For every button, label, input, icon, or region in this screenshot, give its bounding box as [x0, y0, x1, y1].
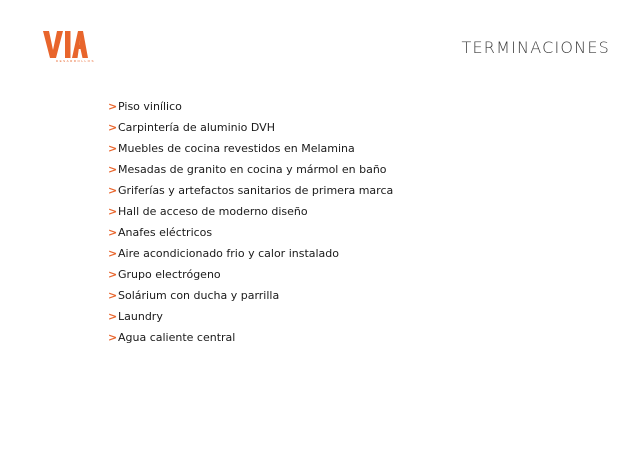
chevron-right-icon: > [108, 121, 118, 134]
feature-label: Laundry [118, 310, 163, 323]
chevron-right-icon: > [108, 331, 118, 344]
feature-item [108, 138, 393, 159]
chevron-right-icon: > [108, 205, 118, 218]
page-title: TERMINACIONES [461, 38, 610, 57]
chevron-right-icon: > [108, 226, 118, 239]
chevron-right-icon: > [108, 184, 118, 197]
feature-label: Carpintería de aluminio DVH [118, 121, 275, 134]
feature-label: Anafes eléctricos [118, 226, 213, 239]
feature-label: Aire acondicionado frio y calor instalado [118, 247, 340, 260]
chevron-right-icon: > [108, 247, 118, 260]
feature-label: Hall de acceso de moderno diseño [118, 205, 308, 218]
feature-item [108, 117, 393, 138]
chevron-right-icon: > [108, 268, 118, 281]
feature-label: Mesadas de granito en cocina y mármol en baño [118, 163, 387, 176]
feature-label: Griferías y artefactos sanitarios de primera marca [118, 184, 394, 197]
feature-item [108, 264, 393, 285]
feature-item [108, 285, 393, 306]
feature-item [108, 159, 393, 180]
feature-item [108, 327, 393, 348]
feature-item [108, 201, 393, 222]
feature-item [108, 180, 393, 201]
feature-label: Agua caliente central [118, 331, 236, 344]
feature-item [108, 222, 393, 243]
chevron-right-icon: > [108, 142, 118, 155]
chevron-right-icon: > [108, 310, 118, 323]
chevron-right-icon: > [108, 289, 118, 302]
via-logo-icon [42, 28, 88, 62]
feature-item [108, 243, 393, 264]
feature-item [108, 96, 393, 117]
logo-subtext: DESARROLLOS [56, 59, 96, 63]
chevron-right-icon: > [108, 100, 118, 113]
feature-label: Piso vinílico [118, 100, 182, 113]
chevron-right-icon: > [108, 163, 118, 176]
feature-label: Muebles de cocina revestidos en Melamina [118, 142, 355, 155]
brand-logo [42, 28, 88, 62]
features-list [108, 96, 393, 348]
feature-label: Solárium con ducha y parrilla [118, 289, 280, 302]
feature-label: Grupo electrógeno [118, 268, 221, 281]
feature-item [108, 306, 393, 327]
